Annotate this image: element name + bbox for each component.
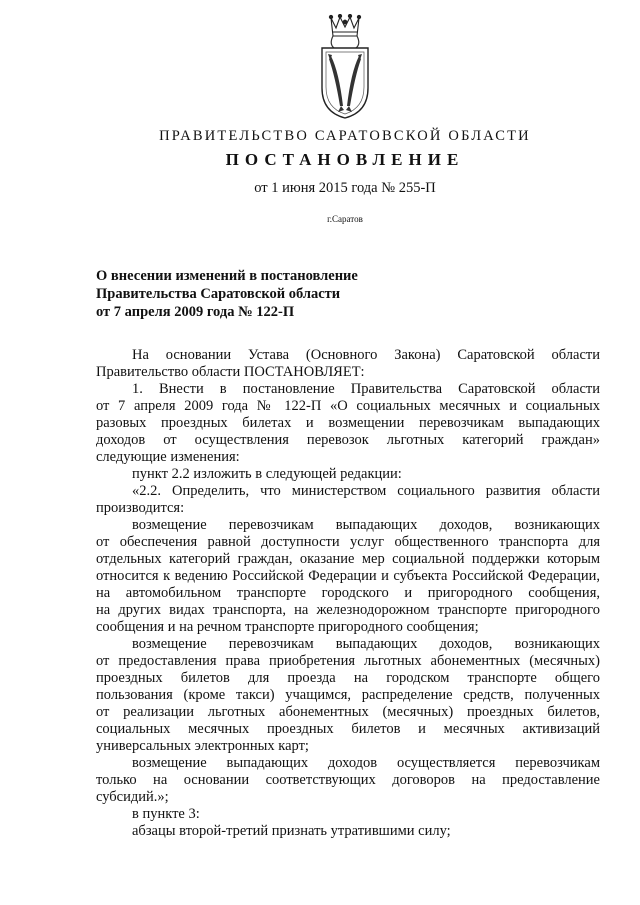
document-type-heading: ПОСТАНОВЛЕНИЕ xyxy=(225,150,465,169)
document-city: г.Саратов xyxy=(327,214,363,224)
body-line: субсидий.»; xyxy=(96,789,169,805)
body-line: возмещение перевозчикам выпадающих доходов, возникающих xyxy=(132,517,600,533)
body-line: на других видах транспорта, на железнодорожном транспорте пригородного xyxy=(96,602,600,618)
body-line: Правительство области ПОСТАНОВЛЯЕТ: xyxy=(96,364,365,380)
document-subject xyxy=(96,267,426,321)
body-line: в пункте 3: xyxy=(132,806,200,822)
body-line: относится к ведению Российской Федерации и субъекта Российской Федерации, xyxy=(96,568,600,584)
body-line: возмещение выпадающих доходов осуществляется перевозчикам xyxy=(132,755,600,771)
body-line: сообщения и на речном транспорте пригородного сообщения; xyxy=(96,619,479,635)
body-line: социальных месячных проездных билетов и месячных активизаций xyxy=(96,721,600,737)
body-line: только на основании соответствующих договоров на предоставление xyxy=(96,772,600,788)
body-line: проездных билетов для проезда на городском транспорте общего xyxy=(96,670,600,686)
subject-line: Правительства Саратовской области xyxy=(96,286,341,302)
government-title: ПРАВИТЕЛЬСТВО САРАТОВСКОЙ ОБЛАСТИ xyxy=(159,128,531,144)
body-line: универсальных электронных карт; xyxy=(96,738,309,754)
body-line: доходов от осуществления перевозок льготных категорий граждан» xyxy=(96,432,600,448)
body-line: от предоставления права приобретения льготных абонементных (месячных) xyxy=(96,653,600,669)
body-line: от обеспечения равной доступности услуг общественного транспорта для xyxy=(96,534,600,550)
saratov-coat-of-arms-emblem xyxy=(317,14,373,120)
subject-line: от 7 апреля 2009 года № 122-П xyxy=(96,304,295,320)
body-line: от реализации льготных абонементных (месячных) проездных билетов, xyxy=(96,704,600,720)
document-body xyxy=(96,347,600,840)
body-line: производится: xyxy=(96,500,185,516)
body-line: от 7 апреля 2009 года № 122-П «О социальных месячных и социальных xyxy=(96,398,600,414)
body-line: возмещение перевозчикам выпадающих доходов, возникающих xyxy=(132,636,600,652)
body-line: отдельных категорий граждан, оказание мер социальной поддержки которым xyxy=(96,551,600,567)
document-date-number: от 1 июня 2015 года № 255-П xyxy=(254,180,436,196)
body-line: 1. Внести в постановление Правительства Саратовской области xyxy=(132,381,600,397)
body-line: На основании Устава (Основного Закона) Саратовской области xyxy=(132,347,600,363)
body-line: разовых проездных билетах и возмещении перевозчикам выпадающих xyxy=(96,415,600,431)
body-line: пользования (кроме такси) учащимся, распределение средств, полученных xyxy=(96,687,600,703)
body-line: пункт 2.2 изложить в следующей редакции: xyxy=(132,466,402,482)
subject-line: О внесении изменений в постановление xyxy=(96,268,358,284)
body-line: следующие изменения: xyxy=(96,449,240,465)
body-line: на автомобильном транспорте городского и пригородного сообщения, xyxy=(96,585,600,601)
body-line: «2.2. Определить, что министерством социального развития области xyxy=(132,483,600,499)
body-line: абзацы второй-третий признать утратившими силу; xyxy=(132,823,451,839)
